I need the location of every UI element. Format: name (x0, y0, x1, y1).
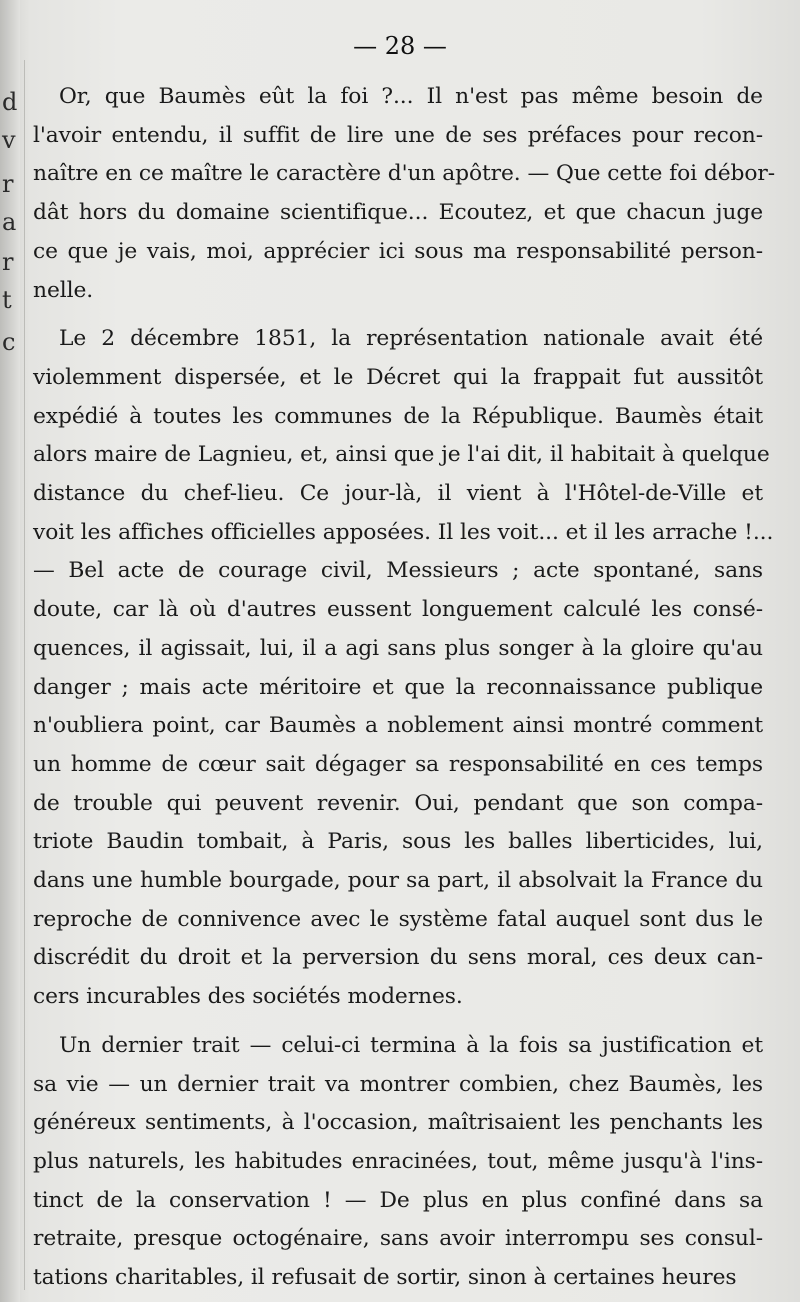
text-line: danger ; mais acte méritoire et que la reconnaissance publique (33, 674, 763, 700)
facing-page-edge (0, 0, 20, 1302)
gutter-letter: d (2, 88, 18, 116)
text-line: discrédit du droit et la perversion du sens moral, ces deux can- (33, 945, 763, 971)
text-line: naître en ce maître le caractère d'un apôtre. — Que cette foi débor- (33, 161, 775, 187)
text-line: alors maire de Lagnieu, et, ainsi que je l'ai dit, il habitait à quelque (33, 442, 770, 468)
text-line: généreux sentiments, à l'occasion, maîtrisaient les penchants les (33, 1110, 763, 1136)
text-line: expédié à toutes les communes de la République. Baumès était (33, 403, 763, 429)
page-number: — 28 — (353, 32, 447, 60)
text-line: dans une humble bourgade, pour sa part, il absolvait la France du (33, 868, 763, 894)
gutter-letter: a (2, 208, 17, 236)
text-line: Un dernier trait — celui-ci termina à la fois sa justification et (59, 1032, 763, 1058)
text-line: plus naturels, les habitudes enracinées, tout, même jusqu'à l'ins- (33, 1148, 763, 1174)
gutter-letter: r (2, 170, 14, 198)
text-line: dât hors du domaine scientifique... Ecoutez, et que chacun juge (33, 200, 763, 226)
text-line: retraite, presque octogénaire, sans avoir interrompu ses consul- (33, 1226, 763, 1252)
text-line: Or, que Baumès eût la foi ?... Il n'est pas même besoin de (59, 84, 763, 109)
text-line: n'oubliera point, car Baumès a noblement ainsi montré comment (33, 713, 763, 739)
text-line: voit les affiches officielles apposées. Il les voit... et il les arrache !... (33, 519, 774, 545)
text-line: doute, car là où d'autres eussent longuement calculé les consé- (33, 597, 763, 623)
body-text (33, 78, 775, 1298)
text-line: sa vie — un dernier trait va montrer combien, chez Baumès, les (33, 1071, 763, 1097)
text-line: quences, il agissait, lui, il a agi sans plus songer à la gloire qu'au (33, 635, 763, 661)
gutter-letter: t (2, 286, 12, 314)
gutter-letter: v (2, 126, 16, 154)
page-edge-rule (24, 60, 25, 1290)
text-line: cers incurables des sociétés modernes. (33, 984, 463, 1010)
text-line: tations charitables, il refusait de sortir, sinon à certaines heures (33, 1265, 737, 1291)
text-line: ce que je vais, moi, apprécier ici sous ma responsabilité person- (33, 238, 763, 264)
text-line: nelle. (33, 277, 94, 303)
text-line: l'avoir entendu, il suffit de lire une de ses préfaces pour recon- (33, 122, 763, 148)
text-line: — Bel acte de courage civil, Messieurs ; acte spontané, sans (33, 558, 763, 584)
text-line: distance du chef-lieu. Ce jour-là, il vient à l'Hôtel-de-Ville et (33, 481, 763, 507)
paragraph (33, 1027, 763, 1298)
paragraph (33, 78, 775, 310)
text-line: tinct de la conservation ! — De plus en plus confiné dans sa (33, 1187, 763, 1213)
text-line: violemment dispersée, et le Décret qui la frappait fut aussitôt (33, 364, 763, 390)
paragraph (33, 320, 774, 1017)
gutter-letter: c (2, 328, 16, 356)
text-line: triote Baudin tombait, à Paris, sous les balles liberticides, lui, (33, 829, 763, 855)
text-line: Le 2 décembre 1851, la représentation nationale avait été (59, 326, 763, 352)
text-line: reproche de connivence avec le système fatal auquel sont dus le (33, 906, 763, 932)
text-line: un homme de cœur sait dégager sa responsabilité en ces temps (33, 751, 763, 777)
text-line: de trouble qui peuvent revenir. Oui, pendant que son compa- (33, 790, 763, 816)
gutter-letter: r (2, 248, 14, 276)
